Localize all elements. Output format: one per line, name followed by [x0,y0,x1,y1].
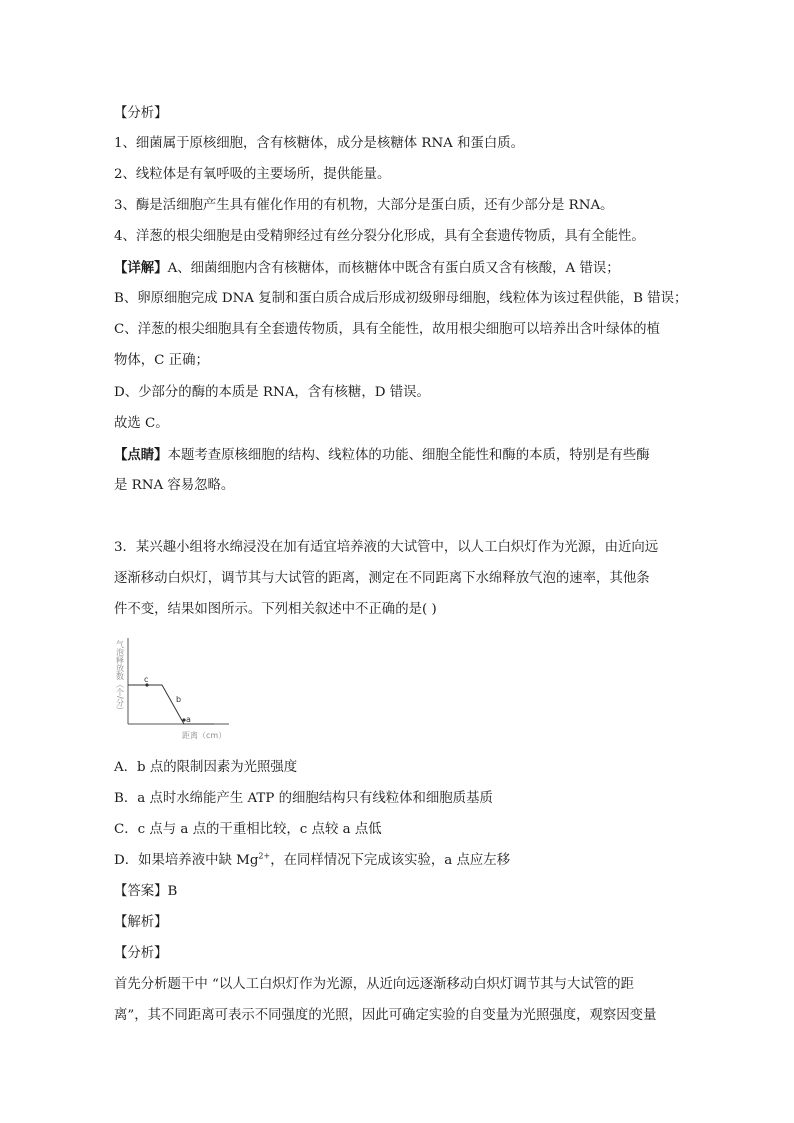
comment-heading: 【点睛】 [114,447,168,463]
analysis-heading: 【分析】 [114,106,168,121]
detail-b: B、卵原细胞完成 DNA 复制和蛋白质合成后形成初级卵母细胞，线粒体为该过程供能，B 错误； [114,291,688,306]
point-a-label: a [186,715,191,724]
option-b: B．a 点时水绵能产生 ATP 的细胞结构只有线粒体和细胞质基质 [114,791,493,806]
option-d-sup: 2+ [258,851,271,861]
analysis2-line1: 首先分析题干中 “以人工白炽灯作为光源，从近向远逐渐移动白炽灯调节其与大试管的距 [114,977,634,992]
answer: 【答案】B [114,884,178,899]
chart-xlabel: 距离（cm） [182,731,227,740]
comment-line2: 是 RNA 容易忽略。 [114,478,235,493]
question-line1: 3．某兴趣小组将水绵浸没在加有适宜培养液的大试管中，以人工白炽灯作为光源，由近向远 [114,540,659,555]
option-d-pre: D．如果培养液中缺 Mg [114,853,259,868]
question-line3: 件不变，结果如图所示。下列相关叙述中不正确的是( ) [114,602,437,617]
detail-heading: 【详解】 [114,260,168,276]
option-a: A．b 点的限制因素为光照强度 [114,760,298,775]
detail-a [114,260,620,277]
detail-conclusion: 故选 C。 [114,416,169,431]
option-d-post: ，在同样情况下完成该实验，a 点应左移 [270,853,511,868]
comment-line1 [114,447,650,464]
point-c-label: c [144,675,149,684]
detail-c-line1: C、洋葱的根尖细胞具有全套遗传物质，具有全能性，故用根尖细胞可以培养出含叶绿体的植 [114,322,660,337]
analysis-item-1: 1、细菌属于原核细胞，含有核糖体，成分是核糖体 RNA 和蛋白质。 [114,136,525,151]
point-b-label: b [176,695,182,704]
bubble-rate-chart [114,634,234,744]
comment-text: 本题考查原核细胞的结构、线粒体的功能、细胞全能性和酶的本质，特别是有些酶 [167,448,650,463]
detail-a-text: A、细菌细胞内含有核糖体，而核糖体中既含有蛋白质又含有核酸，A 错误； [167,261,620,276]
analysis2-heading: 【分析】 [114,946,168,961]
question-line2: 逐渐移动白炽灯，调节其与大试管的距离，测定在不同距离下水绵释放气泡的速率，其他条 [114,571,650,586]
explanation-heading: 【解析】 [114,915,168,930]
detail-c-line2: 物体，C 正确； [114,353,209,368]
analysis2-line2: 离”，其不同距离可表示不同强度的光照，因此可确定实验的自变量为光照强度，观察因变量 [114,1008,657,1023]
analysis-item-3: 3、酶是活细胞产生具有催化作用的有机物，大部分是蛋白质，还有少部分是 RNA。 [114,198,614,213]
chart-ylabel: 气泡释放数（个/分） [115,640,125,715]
option-d [114,853,510,869]
chart-line [128,685,214,724]
option-c: C．c 点与 a 点的干重相比较，c 点较 a 点低 [114,822,382,837]
detail-d: D、少部分的酶的本质是 RNA，含有核糖，D 错误。 [114,385,430,400]
chart-svg [114,634,234,744]
analysis-item-4: 4、洋葱的根尖细胞是由受精卵经过有丝分裂分化形成，具有全套遗传物质，具有全能性。 [114,229,645,244]
analysis-item-2: 2、线粒体是有氧呼吸的主要场所，提供能量。 [114,167,391,182]
